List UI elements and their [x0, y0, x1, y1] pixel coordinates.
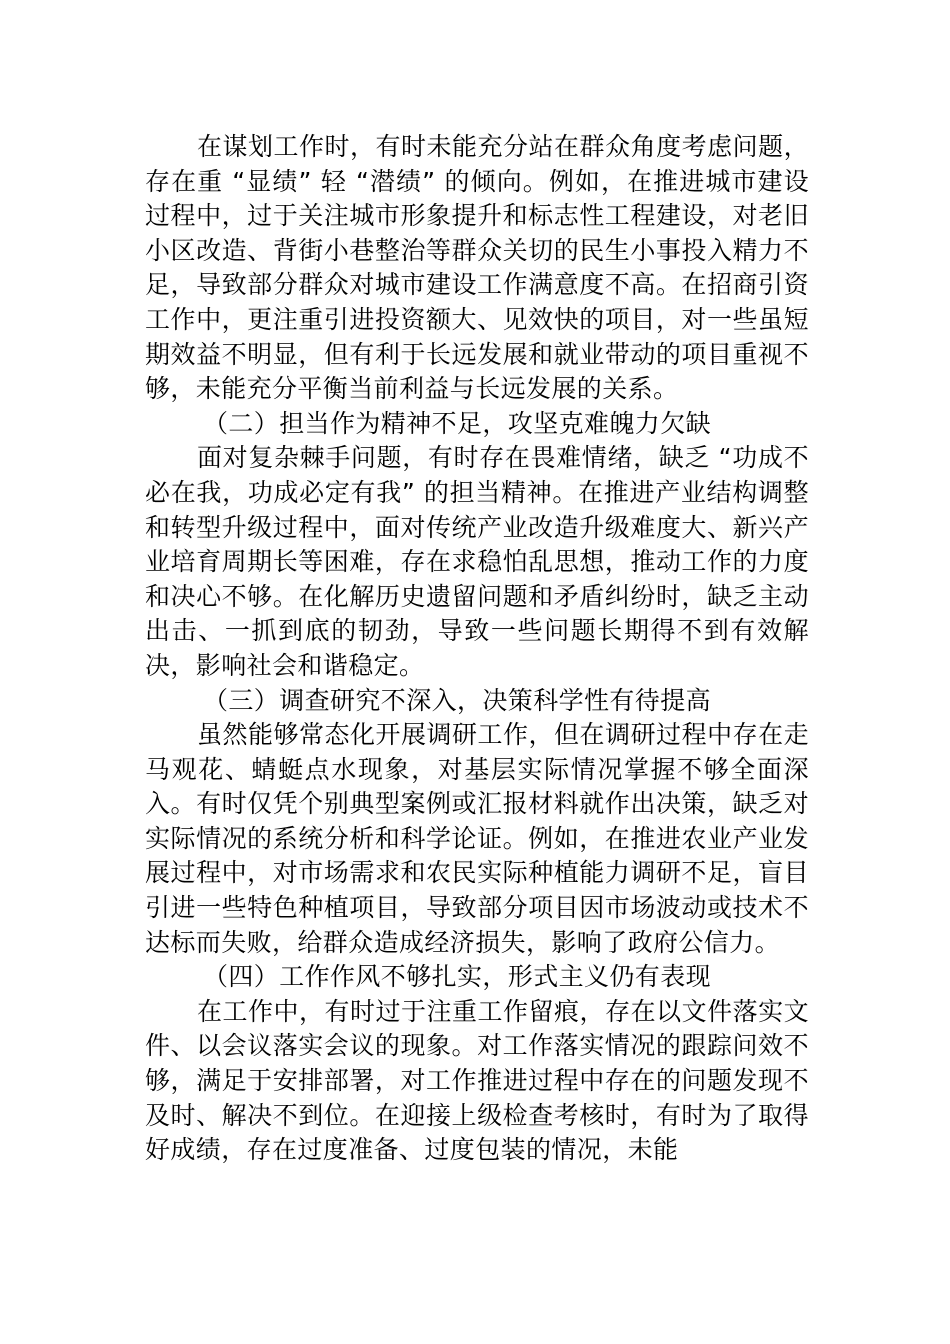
- body-paragraph: 虽然能够常态化开展调研工作，但在调研过程中存在走马观花、蜻蜓点水现象，对基层实际情况掌握不够全面深入。有时仅凭个别典型案例或汇报材料就作出决策，缺乏对实际情况的系统分析和科学论证。例如，在推进农业产业发展过程中，对市场需求和农民实际种植能力调研不足，盲目引进一些特色种植项目，导致部分项目因市场波动或技术不达标而失败，给群众造成经济损失，影响了政府公信力。: [145, 720, 809, 957]
- body-paragraph: 在谋划工作时，有时未能充分站在群众角度考虑问题，存在重 “显绩” 轻 “潜绩” 的倾向。例如，在推进城市建设过程中，过于关注城市形象提升和标志性工程建设，对老旧小区改造、背街小巷整治等群众关切的民生小事投入精力不足，导致部分群众对城市建设工作满意度不高。在招商引资工作中，更注重引进投资额大、见效快的项目，对一些虽短期效益不明显，但有利于长远发展和就业带动的项目重视不够，未能充分平衡当前利益与长远发展的关系。: [145, 132, 809, 404]
- body-paragraph: 面对复杂棘手问题，有时存在畏难情绪，缺乏 “功成不必在我，功成必定有我” 的担当精神。在推进产业结构调整和转型升级过程中，面对传统产业改造升级难度大、新兴产业培育周期长等困难，存在求稳怕乱思想，推动工作的力度和决心不够。在化解历史遗留问题和矛盾纠纷时，缺乏主动出击、一抓到底的韧劲，导致一些问题长期得不到有效解决，影响社会和谐稳定。: [145, 443, 809, 680]
- body-paragraph: 在工作中，有时过于注重工作留痕，存在以文件落实文件、以会议落实会议的现象。对工作落实情况的跟踪问效不够，满足于安排部署，对工作推进过程中存在的问题发现不及时、解决不到位。在迎接上级检查考核时，有时为了取得好成绩，存在过度准备、过度包装的情况，未能: [145, 996, 809, 1165]
- section-heading: （二）担当作为精神不足，攻坚克难魄力欠缺: [203, 408, 712, 438]
- section-heading: （四）工作作风不够扎实，形式主义仍有表现: [203, 962, 712, 992]
- document-body: [145, 130, 809, 1168]
- section-heading: （三）调查研究不深入，决策科学性有待提高: [203, 685, 712, 715]
